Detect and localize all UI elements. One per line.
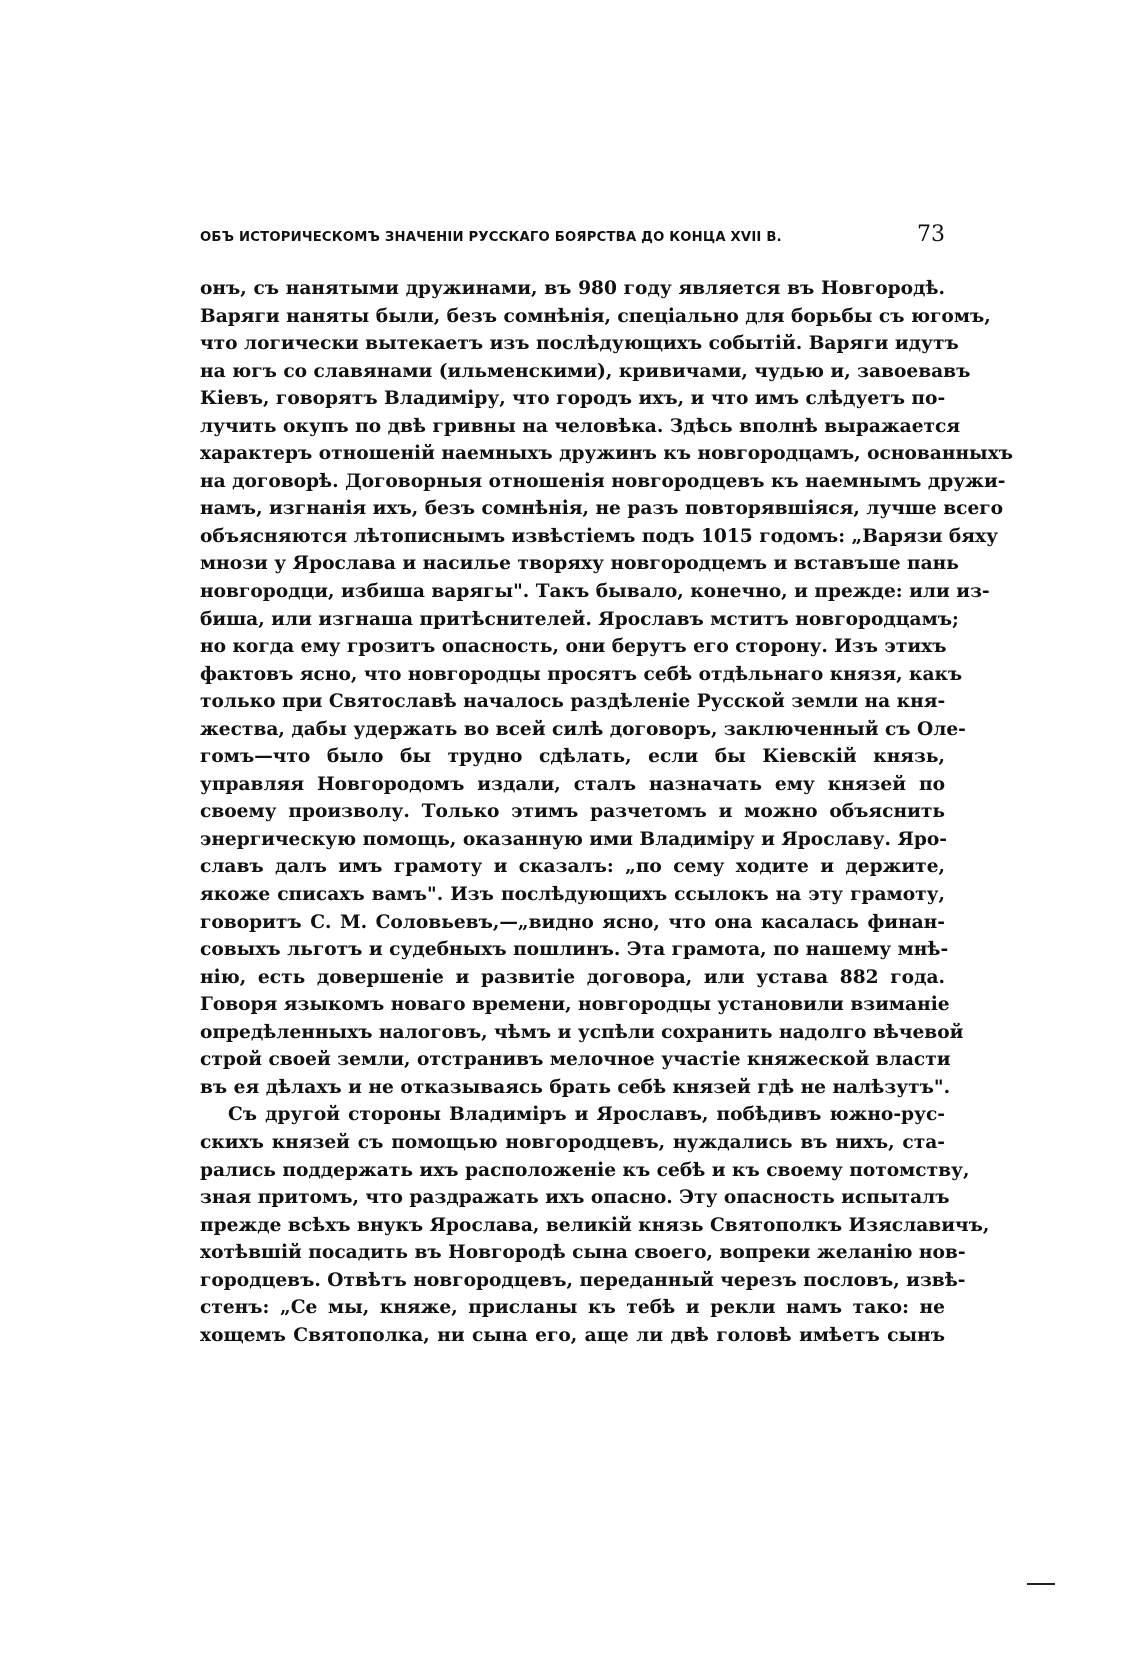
text-line: биша, или изгнаша притѣснителей. Ярославъ мститъ новгородцамъ; (200, 608, 959, 630)
page-header (200, 222, 945, 256)
text-line: фактовъ ясно, что новгородцы просятъ себѣ отдѣльнаго князя, какъ (200, 663, 963, 685)
text-line: новгородци, избиша варягы". Такъ бывало, конечно, и прежде: или из- (200, 581, 990, 603)
text-line: управляя Новгородомъ издали, сталъ назначать ему князей по (200, 773, 945, 795)
text-line: говоритъ С. М. Соловьевъ,—„видно ясно, что она касалась финан- (200, 911, 945, 933)
text-line: Кіевъ, говорятъ Владиміру, что городъ ихъ, и что имъ слѣдуетъ по- (200, 388, 946, 410)
text-line: въ ея дѣлахъ и не отказываясь брать себѣ князей гдѣ не налѣзутъ". (200, 1076, 951, 1098)
text-line: на договорѣ. Договорныя отношенія новгородцевъ къ наемнымъ дружи- (200, 470, 1006, 492)
text-line: хощемъ Святополка, ни сына его, аще ли двѣ головѣ имѣетъ сынъ (200, 1324, 945, 1346)
body-text (200, 275, 1014, 1349)
text-line: хотѣвшій посадить въ Новгородѣ сына своего, вопреки желанію нов- (200, 1242, 966, 1264)
text-line: стенъ: „Се мы, княже, присланы къ тебѣ и рекли намъ тако: не (200, 1297, 945, 1319)
corner-dash-mark (1027, 1583, 1055, 1585)
text-line: мнози у Ярослава и насилье творяху новгородцемъ и вставъше пань (200, 553, 959, 575)
text-line: намъ, изгнанія ихъ, безъ сомнѣнія, не разъ повторявшіяся, лучше всего (200, 498, 1004, 520)
text-line: якоже списахъ вамъ". Изъ послѣдующихъ ссылокъ на эту грамоту, (200, 884, 945, 906)
text-line: рались поддержать ихъ расположеніе къ себѣ и къ своему потомству, (200, 1159, 970, 1181)
text-line: городцевъ. Отвѣтъ новгородцевъ, переданный черезъ пословъ, извѣ- (200, 1269, 966, 1291)
text-line: что логически вытекаетъ изъ послѣдующихъ событій. Варяги идутъ (200, 333, 959, 355)
text-line: характеръ отношеній наемныхъ дружинъ къ новгородцамъ, основанныхъ (200, 443, 1014, 465)
text-line: на югъ со славянами (ильменскими), кривичами, чудью и, завоевавъ (200, 360, 971, 382)
text-line: прежде всѣхъ внукъ Ярослава, великій князь Святополкъ Изяславичъ, (200, 1214, 990, 1236)
text-line: совыхъ льготъ и судебныхъ пошлинъ. Эта грамота, по нашему мнѣ- (200, 939, 949, 961)
text-line: энергическую помощь, оказанную ими Владиміру и Ярославу. Яро- (200, 828, 947, 850)
text-line: зная притомъ, что раздражать ихъ опасно. Эту опасность испыталъ (200, 1187, 950, 1209)
text-line: лучить окупъ по двѣ гривны на человѣка. Здѣсь вполнѣ выражается (200, 415, 961, 437)
text-line: скихъ князей съ помощью новгородцевъ, нуждались въ нихъ, ста- (200, 1131, 945, 1153)
text-line: Варяги наняты были, безъ сомнѣнія, спеціально для борьбы съ югомъ, (200, 305, 991, 327)
text-line: гомъ—что было бы трудно сдѣлать, если бы Кіевскій князь, (200, 746, 945, 768)
paragraph-first-line: Съ другой стороны Владиміръ и Ярославъ, побѣдивъ южно-рус- (228, 1104, 945, 1126)
text-line: жества, дабы удержать во всей силѣ договоръ, заключенный съ Оле- (200, 718, 966, 740)
text-line: строй своей земли, отстранивъ мелочное участіе княжеской власти (200, 1049, 951, 1071)
text-line: объясняются лѣтописнымъ извѣстіемъ подъ 1015 годомъ: „Варязи бяху (200, 525, 998, 547)
text-line: только при Святославѣ началось раздѣленіе Русской земли на кня- (200, 691, 946, 713)
running-title: ОБЪ ИСТОРИЧЕСКОМЪ ЗНАЧЕНІИ РУССКАГО БОЯРСТВА ДО КОНЦА XVII В. (200, 230, 782, 245)
text-line: но когда ему грозитъ опасность, они берутъ его сторону. Изъ этихъ (200, 636, 947, 658)
text-line: славъ далъ имъ грамоту и сказалъ: „по сему ходите и держите, (200, 856, 945, 878)
text-line: Говоря языкомъ новаго времени, новгородцы установили взиманіе (200, 994, 950, 1016)
text-line: своему произволу. Только этимъ разчетомъ и можно объяснить (200, 801, 945, 823)
text-line: нію, есть довершеніе и развитіе договора, или устава 882 года. (200, 966, 945, 988)
page-number: 73 (917, 222, 945, 247)
text-line: онъ, съ нанятыми дружинами, въ 980 году является въ Новгородѣ. (200, 278, 945, 299)
text-line: опредѣленныхъ налоговъ, чѣмъ и успѣли сохранить надолго вѣчевой (200, 1021, 964, 1043)
